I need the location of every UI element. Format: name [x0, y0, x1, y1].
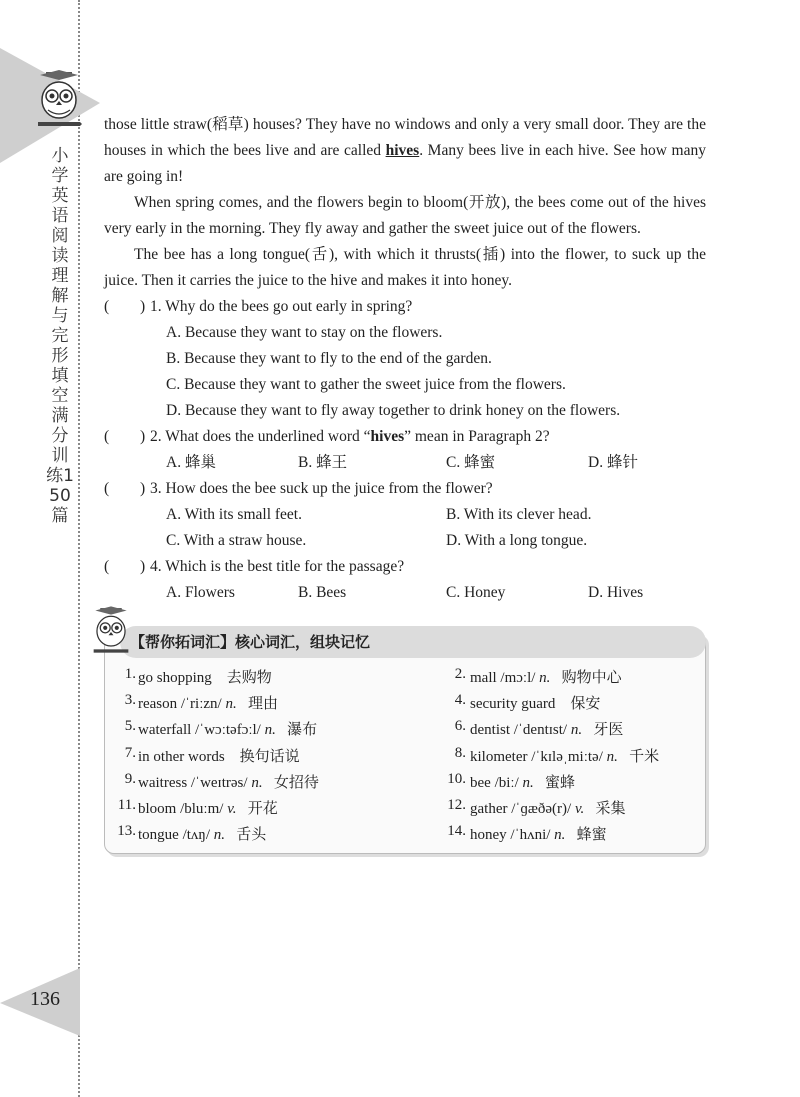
- vocab-number: 7.: [124, 744, 136, 761]
- option-d[interactable]: D. Hives: [588, 584, 644, 601]
- question-1-option-c-row: [104, 372, 706, 398]
- question-3-options-row-1: [104, 502, 706, 528]
- vocab-number: 12.: [447, 796, 466, 813]
- option-b[interactable]: B. Bees: [298, 584, 347, 601]
- reading-passage: [104, 112, 706, 606]
- option-c[interactable]: C. With a straw house.: [166, 532, 307, 549]
- vocab-row: [114, 745, 694, 771]
- owl-mascot-icon: [36, 70, 82, 132]
- option-d[interactable]: D. With a long tongue.: [446, 532, 588, 549]
- answer-paren-open[interactable]: (: [104, 428, 110, 445]
- vocab-item: mall /mɔːl/ n. 购物中心: [470, 670, 622, 686]
- option-b[interactable]: B. Because they want to fly to the end of the garden.: [166, 350, 492, 367]
- answer-paren-close: ): [140, 480, 146, 497]
- vocab-item: security guard 保安: [470, 696, 601, 713]
- option-c[interactable]: C. Honey: [446, 584, 506, 601]
- vocab-row: [114, 797, 694, 823]
- question-text: 4. Which is the best title for the passage?: [150, 558, 405, 575]
- question-text: 1. Why do the bees go out early in spring?: [150, 298, 413, 315]
- question-text: 2. What does the underlined word “hives” mean in Paragraph 2?: [150, 428, 550, 445]
- vocab-item: kilometer /ˈkɪləˌmiːtə/ n. 千米: [470, 748, 660, 765]
- option-a[interactable]: A. Flowers: [166, 584, 235, 601]
- vocab-row: [114, 771, 694, 797]
- question-1: [104, 294, 706, 320]
- question-1-option-b-row: [104, 346, 706, 372]
- question-1-option-d-row: [104, 398, 706, 424]
- answer-paren-open[interactable]: (: [104, 558, 110, 575]
- paragraph-2: When spring comes, and the flowers begin to bloom(开放), the bees come out of the hives very early in the morning. They fly away and gather the sweet juice out of the flowers.: [104, 194, 706, 237]
- vocab-item: bee /biː/ n. 蜜蜂: [470, 774, 576, 791]
- vocab-row: [114, 718, 694, 744]
- question-3-options-row-2: [104, 528, 706, 554]
- option-d[interactable]: D. 蜂针: [588, 454, 638, 471]
- vocab-row: [114, 666, 694, 692]
- option-c[interactable]: C. 蜂蜜: [446, 454, 496, 471]
- owl-mascot-small-icon: [92, 606, 130, 658]
- vocab-number: 1.: [124, 666, 136, 682]
- vocab-item: reason /ˈriːzn/ n. 理由: [138, 696, 278, 713]
- vocab-number: 9.: [124, 770, 136, 787]
- vocab-list: [114, 666, 694, 849]
- vocab-number: 3.: [124, 692, 136, 709]
- option-b[interactable]: B. With its clever head.: [446, 506, 592, 523]
- answer-paren-close: ): [140, 298, 146, 315]
- vocab-number: 14.: [447, 823, 466, 840]
- answer-paren-close: ): [140, 558, 146, 575]
- option-b[interactable]: B. 蜂王: [298, 454, 348, 471]
- option-c[interactable]: C. Because they want to gather the sweet juice from the flowers.: [166, 376, 566, 393]
- vocab-item: waitress /ˈweɪtrəs/ n. 女招待: [138, 774, 319, 791]
- option-a[interactable]: A. Because they want to stay on the flowers.: [166, 324, 443, 341]
- question-3: [104, 476, 706, 502]
- vocab-number: 2.: [454, 666, 466, 682]
- answer-paren-open[interactable]: (: [104, 480, 110, 497]
- vocab-item: dentist /ˈdentɪst/ n. 牙医: [470, 722, 624, 739]
- vocab-row: [114, 692, 694, 718]
- vocab-number: 13.: [117, 823, 136, 840]
- question-1-option-a-row: [104, 320, 706, 346]
- question-2-options: [104, 450, 706, 476]
- vocab-number: 6.: [454, 718, 466, 735]
- answer-paren-open[interactable]: (: [104, 298, 110, 315]
- option-d[interactable]: D. Because they want to fly away together to drink honey on the flowers.: [166, 402, 621, 419]
- vocab-number: 5.: [124, 718, 136, 735]
- vocab-title: 【帮你拓词汇】核心词汇，组块记忆: [130, 633, 371, 651]
- vocab-item: go shopping 去购物: [138, 670, 272, 686]
- vocab-item: gather /ˈɡæðə(r)/ v. 采集: [470, 800, 626, 817]
- keyword-hives: hives: [385, 142, 420, 159]
- vocab-item: in other words 换句话说: [138, 748, 300, 765]
- vocab-item: waterfall /ˈwɔːtəfɔːl/ n. 瀑布: [138, 722, 318, 739]
- question-4: [104, 554, 706, 580]
- paragraph-1: those little straw(稻草) houses? They have no windows and only a very small door. They are the houses in which the bees live and are called hives. Many bees live in each hive. See how many are going in!: [104, 116, 706, 185]
- page-number: 136: [30, 988, 60, 1010]
- question-text: 3. How does the bee suck up the juice from the flower?: [150, 480, 493, 497]
- vocab-item: tongue /tʌŋ/ n. 舌头: [138, 827, 267, 844]
- vocab-number: 11.: [117, 796, 136, 813]
- keyword-hives-bold: hives: [370, 428, 405, 445]
- paragraph-3: The bee has a long tongue(舌), with which it thrusts(插) into the flower, to suck up the juice. Then it carries the juice to the hive and makes it into honey.: [104, 246, 706, 289]
- question-4-options: [104, 580, 706, 606]
- option-a[interactable]: A. With its small feet.: [166, 506, 302, 523]
- question-2: [104, 424, 706, 450]
- vocab-item: bloom /bluːm/ v. 开花: [138, 800, 278, 817]
- option-a[interactable]: A. 蜂巢: [166, 454, 216, 471]
- vocab-row: [114, 823, 694, 849]
- answer-paren-close: ): [140, 428, 146, 445]
- vocab-number: 10.: [447, 770, 466, 787]
- book-title-vertical: 小学英语阅读理解与完形填空满分训练150篇: [46, 146, 74, 526]
- vocab-number: 4.: [454, 692, 466, 709]
- vocab-number: 8.: [454, 744, 466, 761]
- vocab-item: honey /ˈhʌni/ n. 蜂蜜: [470, 827, 607, 844]
